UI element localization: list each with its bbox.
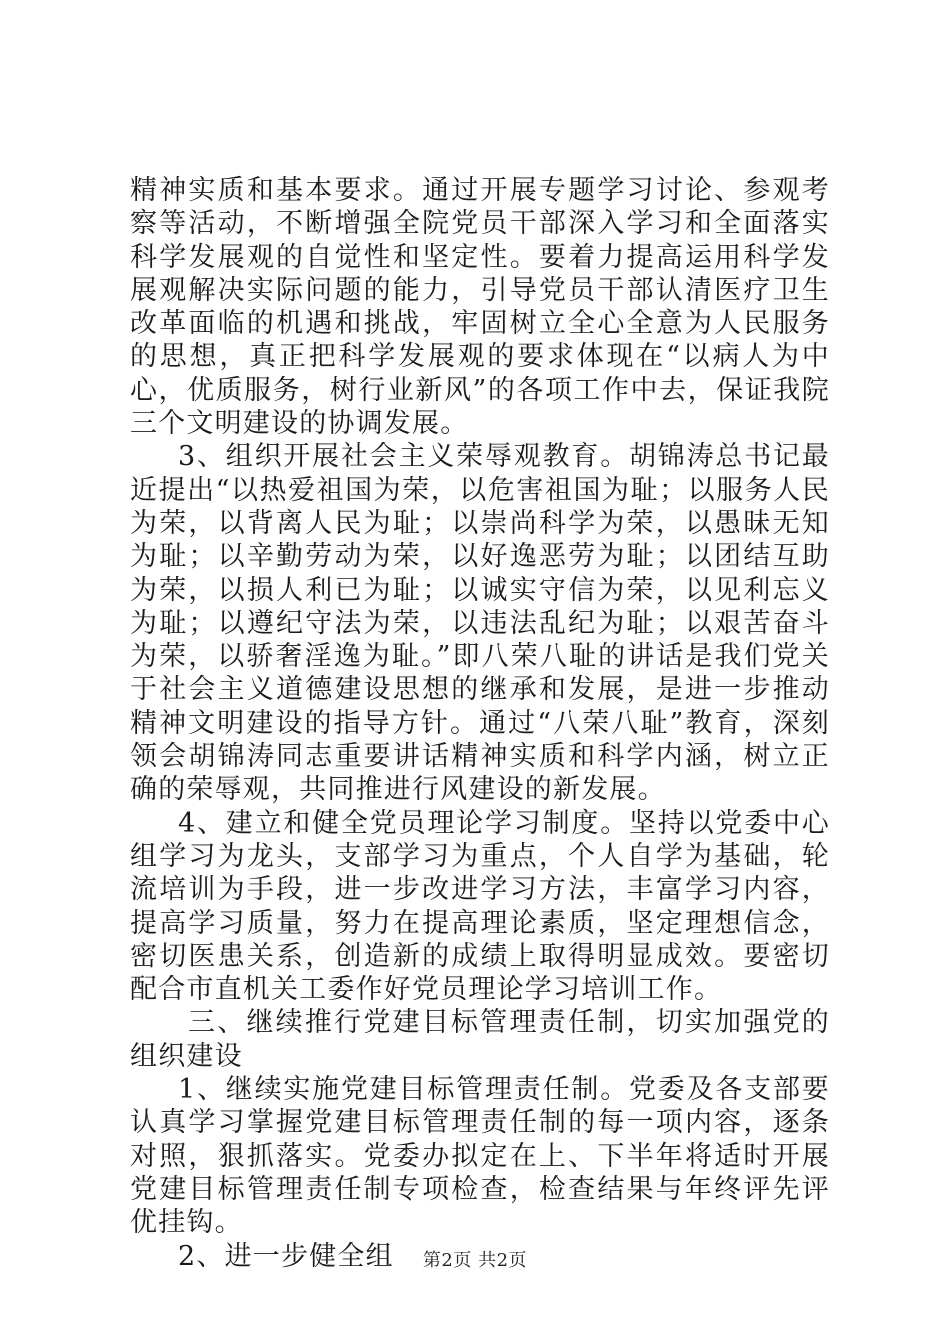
paragraph-scientific-development: 精神实质和基本要求。通过开展专题学习讨论、参观考察等活动，不断增强全院党员干部深入学习和全面落实科学发展观的自觉性和坚定性。要着力提高运用科学发展观解决实际问题的能力，引导党员干部认清医疗卫生改革面临的机遇和挑战，牢固树立全心全意为人民服务的思想，真正把科学发展观的要求体现在“以病人为中心，优质服务，树行业新风”的各项工作中去，保证我院三个文明建设的协调发展。 [130,175,830,440]
paragraph-further-improve: 2、进一步健全组 [178,1240,394,1272]
paragraph-honor-disgrace-education: 3、组织开展社会主义荣辱观教育。胡锦涛总书记最近提出“以热爱祖国为荣，以危害祖国为耻；以服务人民为荣，以背离人民为耻；以崇尚科学为荣，以愚昧无知为耻；以辛勤劳动为荣，以好逸恶劳为耻；以团结互助为荣，以损人利已为耻；以诚实守信为荣，以见利忘义为耻；以遵纪守法为荣，以违法乱纪为耻；以艰苦奋斗为荣，以骄奢淫逸为耻。”即八荣八耻的讲话是我们党关于社会主义道德建设思想的继承和发展，是进一步推动精神文明建设的指导方针。通过“八荣八耻”教育，深刻领会胡锦涛同志重要讲话精神实质和科学内涵，树立正确的荣辱观，共同推进行风建设的新发展。 [130,441,830,806]
paragraph-theory-study-system: 4、建立和健全党员理论学习制度。坚持以党委中心组学习为龙头，支部学习为重点，个人自学为基础，轮流培训为手段，进一步改进学习方法，丰富学习内容，提高学习质量，努力在提高理论素质，坚定理想信念，密切医患关系，创造新的成绩上取得明显成效。要密切配合市直机关工委作好党员理论学习培训工作。 [130,807,830,1006]
paragraph-target-responsibility: 1、继续实施党建目标管理责任制。党委及各支部要认真学习掌握党建目标管理责任制的每一项内容，逐条对照，狠抓落实。党委办拟定在上、下半年将适时开展党建目标管理责任制专项检查，检查结果与年终评先评优挂钩。 [130,1074,830,1239]
document-body [130,174,830,1273]
section-heading-three: 三、继续推行党建目标管理责任制，切实加强党的组织建设 [130,1007,830,1072]
page-footer: 第2页 共2页 [422,1250,528,1271]
